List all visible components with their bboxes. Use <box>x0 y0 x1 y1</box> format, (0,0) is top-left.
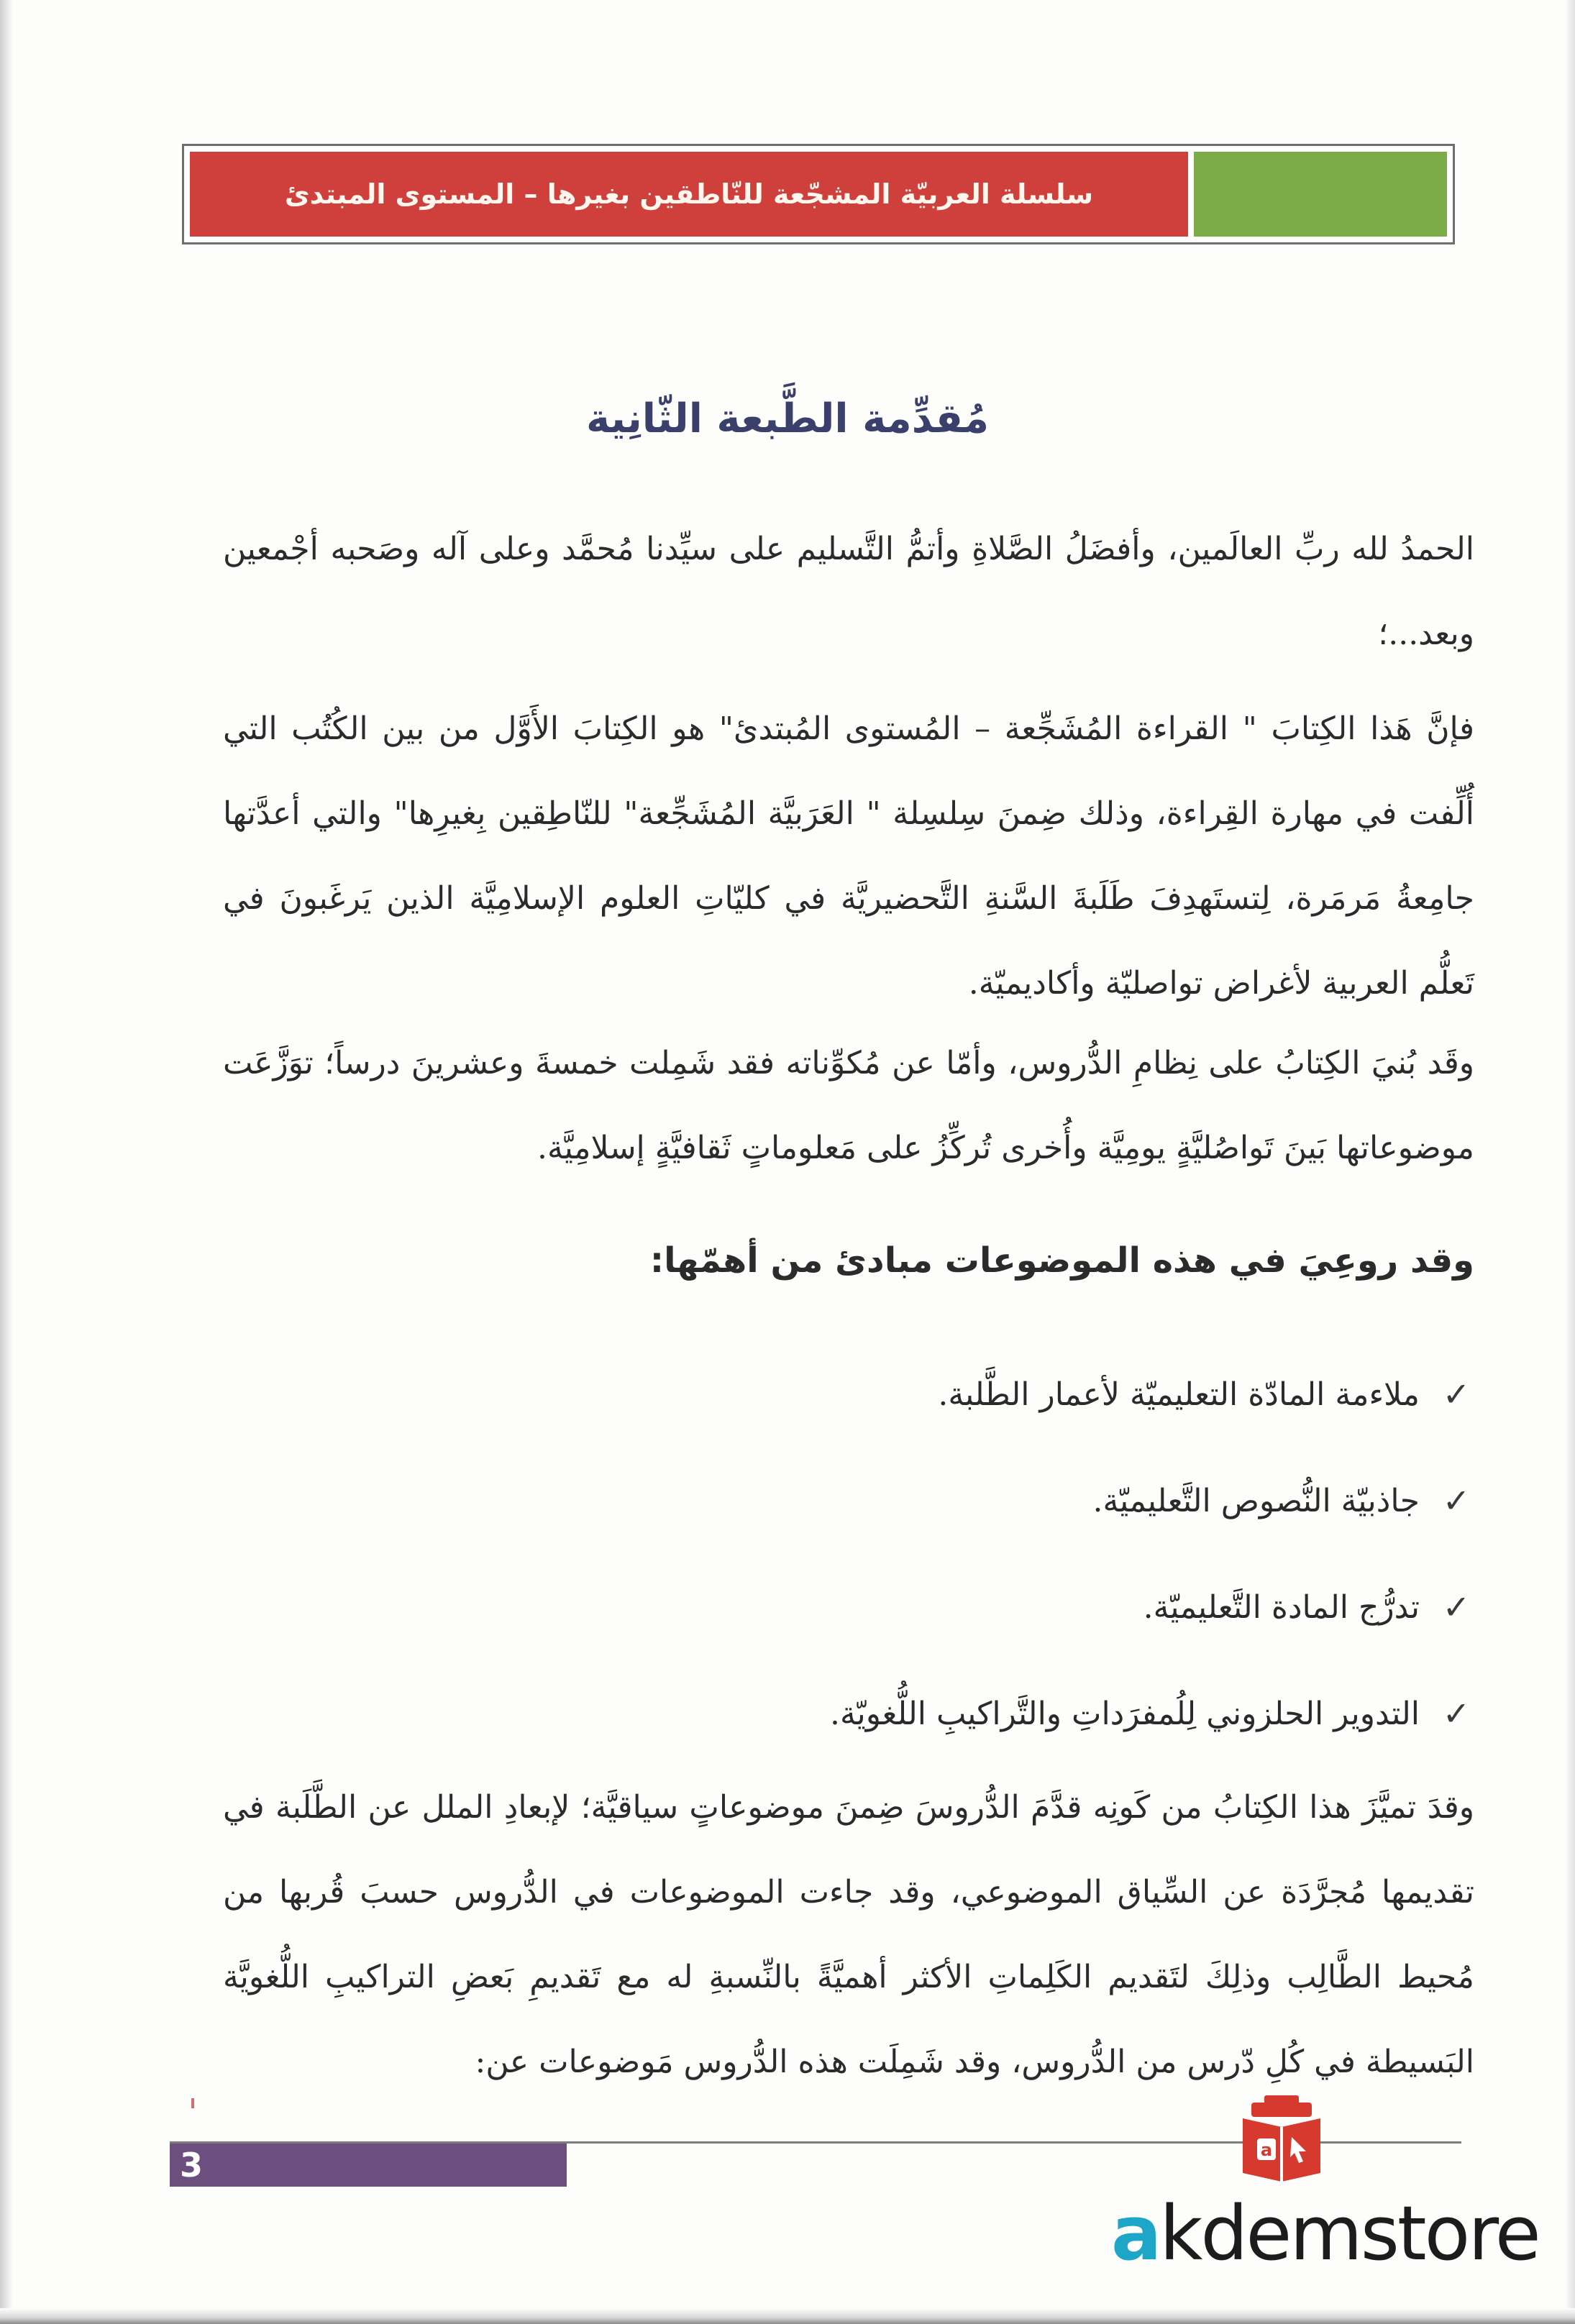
checkmark-icon: ✓ <box>1442 1481 1471 1520</box>
paragraph-intro: الحمدُ لله ربِّ العالَمين، وأفضَلُ الصَّلاةِ وأتمُّ التَّسليم على سيِّدنا مُحمَّد وعلى آله وصَحبه أجْمعين وبعد...؛ <box>223 531 1474 652</box>
logo-letter-a: a <box>1111 2190 1160 2277</box>
checkmark-icon: ✓ <box>1442 1588 1471 1627</box>
list-item-text: تدرُّج المادة التَّعليميّة. <box>1143 1588 1420 1626</box>
series-color-block <box>1194 152 1447 237</box>
page-number-bar <box>170 2144 567 2187</box>
series-header <box>182 144 1455 244</box>
logo-wordmark: kdemstore <box>1159 2190 1539 2277</box>
book-cart-logo-icon <box>1236 2092 1328 2185</box>
list-item <box>223 1341 1474 1447</box>
paragraph-features: وقدَ تميَّزَ هذا الكِتابُ من كَونِه قدَّمَ الدُّروسَ ضِمنَ موضوعاتٍ سياقيَّة؛ لإبعادِ الملل عن الطَّلَبة في تقديمها مُجرَّدَة عن السِّياق الموضوعي، وقد جاءت الموضوعات في الدُّروس حسبَ قُربها من مُحيط الطَّالِب وذلِكَ لتَقديم الكَلِماتِ الأكثر أهميَّةً بالنِّسبةِ له مع تَقديمِ بَعضِ التراكيبِ اللُّغويَّة البَسيطة في كُلِ دّرس من الدُّروس، وقد شَمِلَت هذه الدُّروس مَوضوعات عن: <box>223 1789 1474 2080</box>
page-number: 3 <box>180 2146 204 2185</box>
list-item <box>223 1554 1474 1660</box>
checkmark-icon: ✓ <box>1442 1375 1471 1414</box>
paragraph-structure: وقَد بُنيَ الكِتابُ على نِظامِ الدُّروس، وأمّا عن مُكوِّناته فقد شَمِلت خمسةَ وعشرينَ درساً؛ توَزَّعَت موضوعاتها بَينَ تَواصُليَّةٍ يومِيَّة وأُخرى تُركِّزُ على مَعلوماتٍ ثَقافيَّةٍ إسلامِيَّة. <box>223 1045 1474 1166</box>
watermark-logo-text <box>1111 2190 1539 2277</box>
principles-heading: وقد روعِيَ في هذه الموضوعات مبادئ من أهمّها: <box>649 1240 1474 1281</box>
page-edge-bottom <box>0 2308 1575 2324</box>
list-item-text: جاذبيّة النُّصوص التَّعليميّة. <box>1092 1482 1420 1519</box>
list-item-text: ملاءمة المادّة التعليميّة لأعمار الطَّلبة. <box>938 1376 1420 1413</box>
list-item-text: التدوير الحلزوني لِلُمفرَداتِ والتَّراكيبِ اللُّغويّة. <box>829 1695 1420 1732</box>
principles-list <box>223 1341 1474 1767</box>
paragraph-book-description: فإنَّ هَذا الكِتابَ " القراءة المُشَجِّعة – المُستوى المُبتدئ" هو الكِتابَ الأَوَّل من بين الكُتُب التي أُلِّفت في مهارة القِراءة، وذلك ضِمنَ سِلسِلة " العَرَبيَّة المُشَجِّعة" للنّاطِقين بِغيرِها" والتي أعدَّتها جامِعةُ مَرمَرة، لِتستَهدِفَ طَلَبةَ السَّنةِ التَّحضيريَّة في كليّاتِ العلوم الإسلامِيَّة الذين يَرغَبونَ في تَعلُّم العربية لأغراض تواصليّة وأكاديميّة. <box>223 710 1474 1002</box>
series-title-band <box>190 152 1188 237</box>
svg-text:a: a <box>1260 2140 1273 2160</box>
list-item <box>223 1447 1474 1554</box>
checkmark-icon: ✓ <box>1442 1694 1471 1733</box>
series-title: سلسلة العربيّة المشجّعة للنّاطقين بغيرها – المستوى المبتدئ <box>284 178 1094 210</box>
page-title: مُقدِّمة الطَّبعة الثّانِية <box>585 395 990 442</box>
footer-tick <box>191 2098 194 2108</box>
list-item <box>223 1660 1474 1767</box>
page-edge-left <box>0 0 13 2324</box>
page-edge-right <box>1565 0 1575 2324</box>
